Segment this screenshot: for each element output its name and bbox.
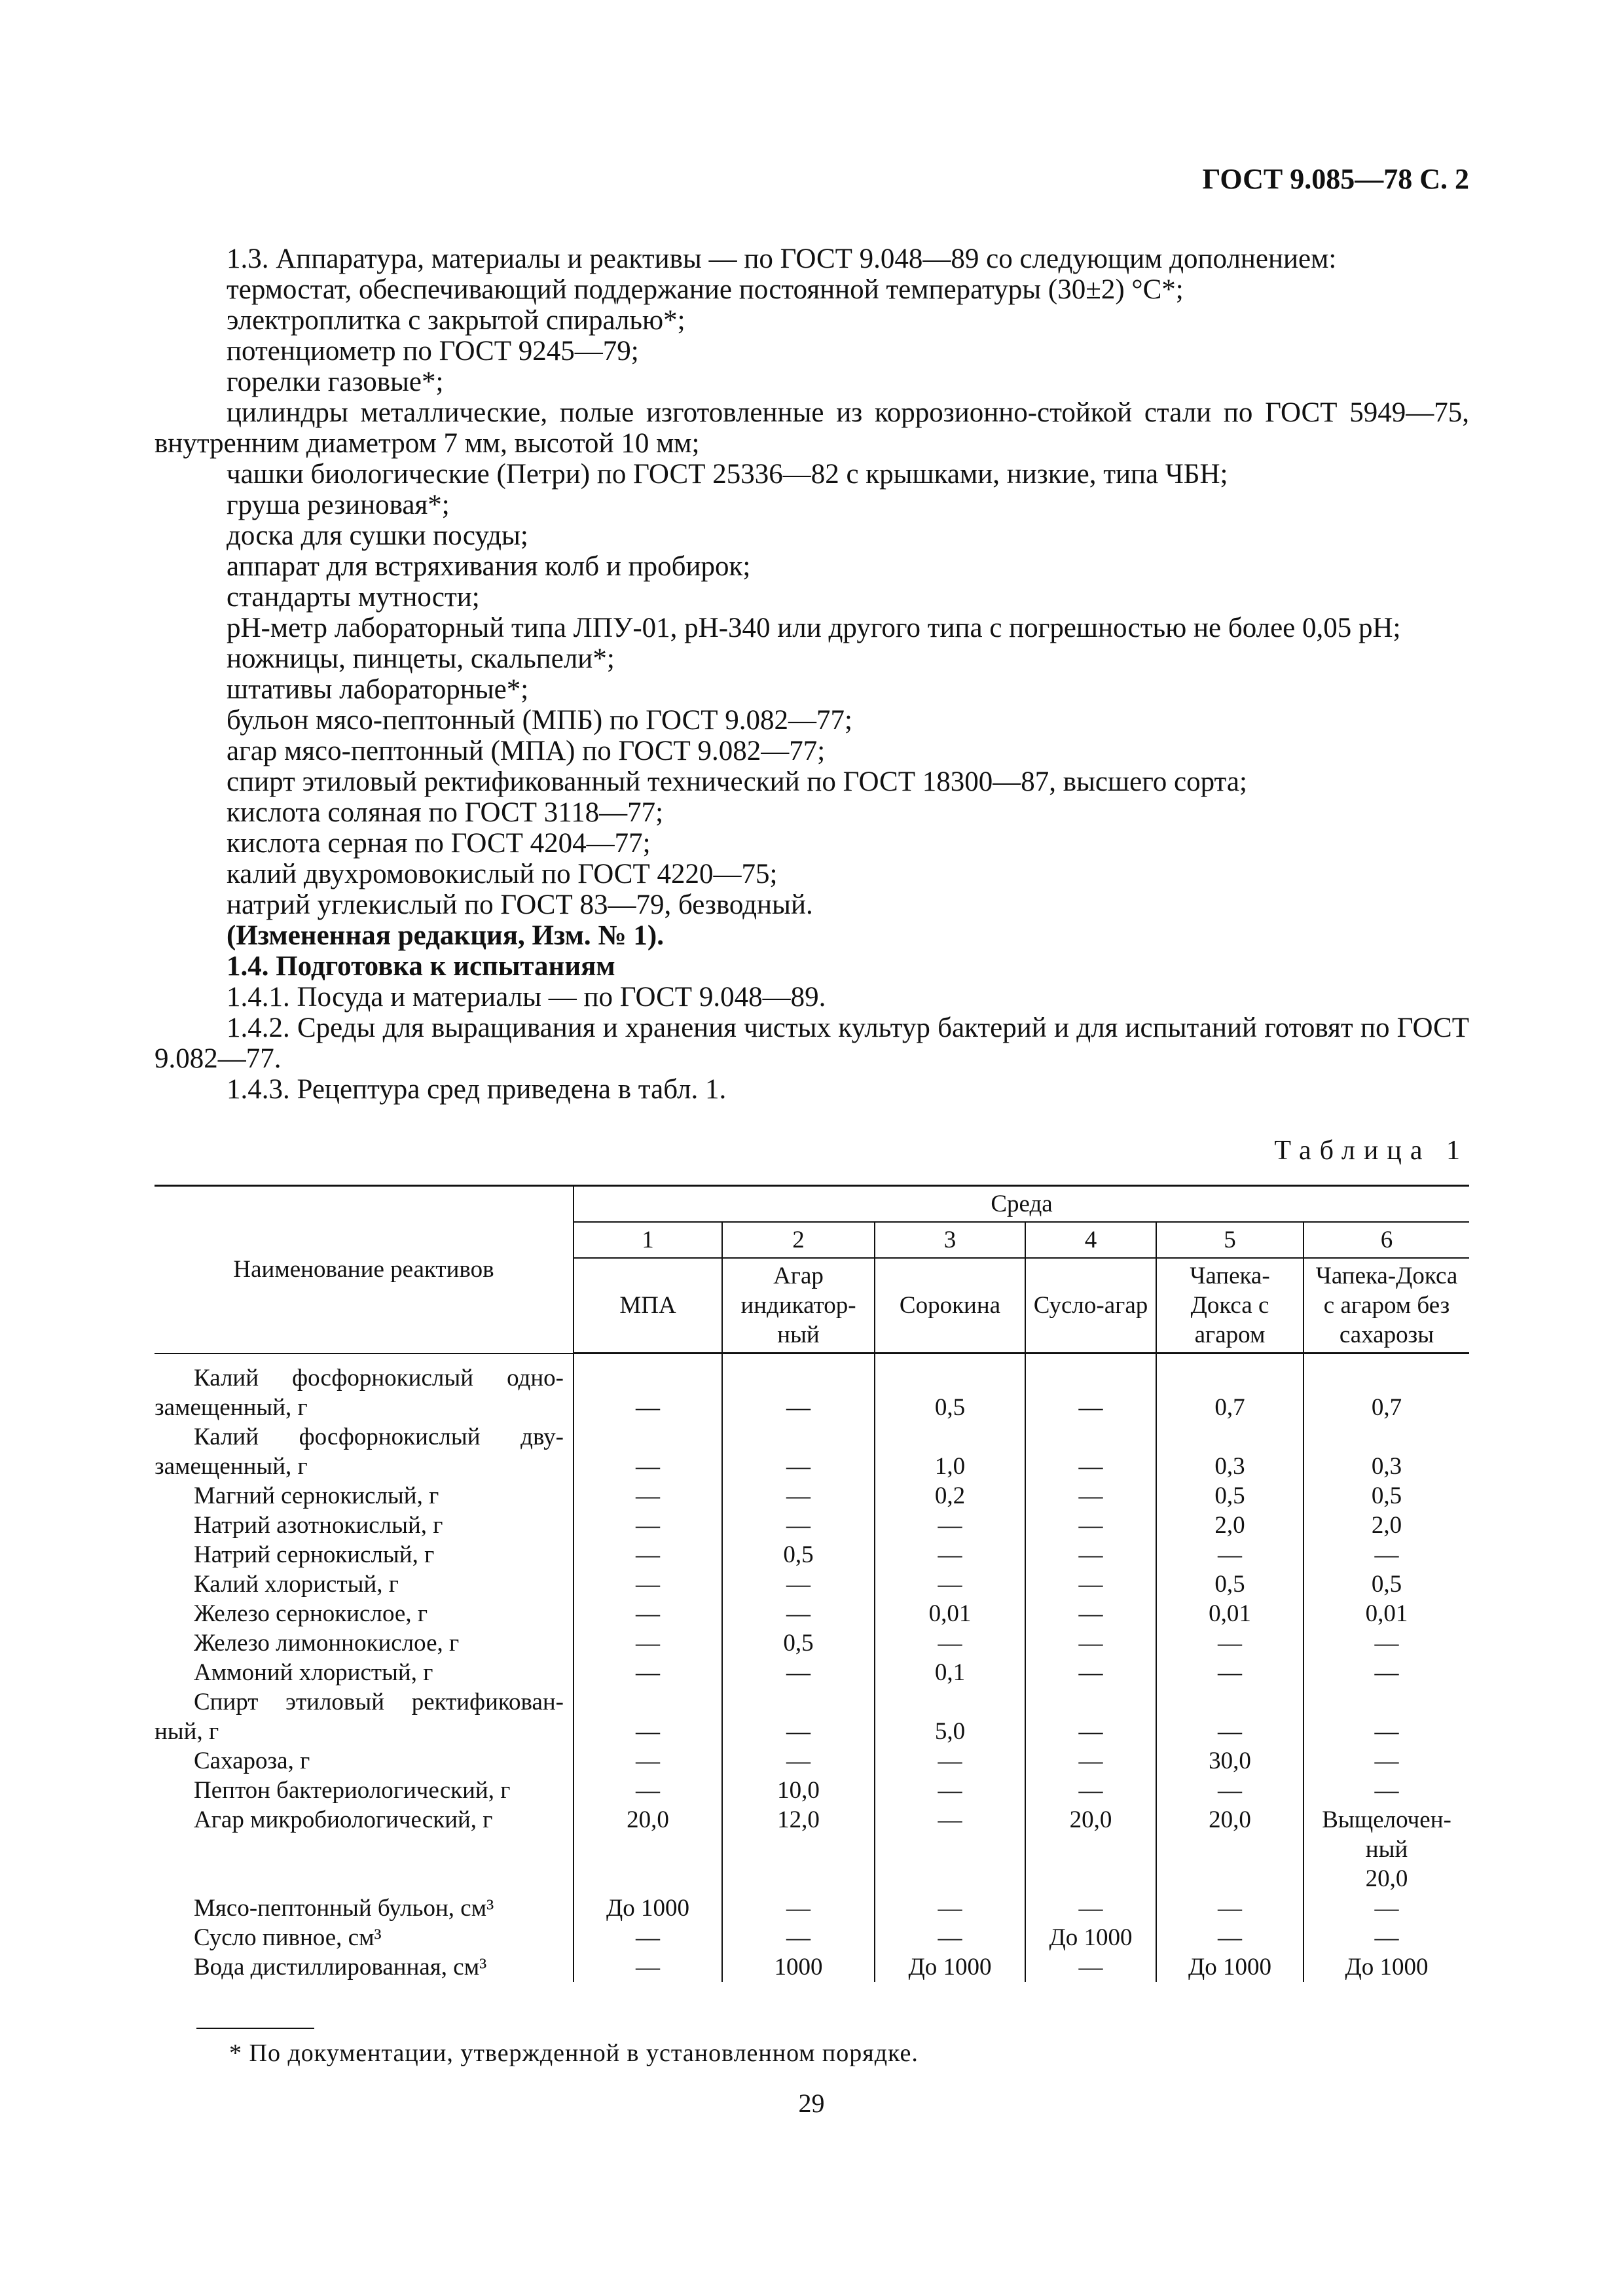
table-cell: До 1000 — [574, 1893, 722, 1923]
table-cell: 0,1 — [875, 1658, 1025, 1687]
table-cell: — — [722, 1923, 875, 1952]
column-number: 1 — [574, 1222, 722, 1258]
paragraph: рН-метр лабораторный типа ЛПУ-01, рН-340 или другого типа с погрешностью не более 0,05 рН; — [227, 613, 1401, 643]
table-cell: — — [875, 1746, 1025, 1776]
table-cell: 1,0 — [875, 1422, 1025, 1481]
table-cell: — — [1156, 1776, 1304, 1805]
table-cell: 12,0 — [722, 1805, 875, 1893]
paragraph: натрий углекислый по ГОСТ 83—79, безводный. — [227, 889, 813, 920]
table-cell: — — [574, 1628, 722, 1658]
table-cell: — — [1025, 1570, 1156, 1599]
amendment-note: (Измененная редакция, Изм. № 1). — [227, 920, 664, 951]
footnote: * По документации, утвержденной в установленном порядке. — [229, 2039, 919, 2067]
column-header: Чапека-Докса с агаром без сахарозы — [1304, 1258, 1469, 1354]
table-cell: — — [1156, 1687, 1304, 1746]
table-row — [155, 1628, 1469, 1658]
table-cell: — — [1304, 1893, 1469, 1923]
paragraph: 1.3. Аппаратура, материалы и реактивы — по ГОСТ 9.048—89 со следующим дополнением: — [227, 243, 1337, 274]
column-number: 6 — [1304, 1222, 1469, 1258]
table-cell: — — [722, 1687, 875, 1746]
table-cell: — — [1025, 1776, 1156, 1805]
table-row — [155, 1658, 1469, 1687]
reagent-name: Спирт этиловый ректификован-ный, г — [155, 1688, 564, 1745]
table-cell: 2,0 — [1304, 1511, 1469, 1540]
header-medium: Среда — [574, 1186, 1469, 1223]
table-cell: — — [1156, 1628, 1304, 1658]
table-row — [155, 1805, 1469, 1893]
table-cell: — — [722, 1658, 875, 1687]
table-row — [155, 1481, 1469, 1511]
column-header: Сорокина — [875, 1258, 1025, 1354]
body-text — [155, 243, 1469, 1105]
table-cell: До 1000 — [1304, 1952, 1469, 1982]
table-row — [155, 1923, 1469, 1952]
table-cell: — — [1025, 1540, 1156, 1570]
table-cell: До 1000 — [875, 1952, 1025, 1982]
table-cell: — — [1304, 1923, 1469, 1952]
table-cell: — — [1156, 1893, 1304, 1923]
table-cell: — — [1304, 1658, 1469, 1687]
table-cell: — — [875, 1776, 1025, 1805]
table-cell: 0,5 — [1156, 1570, 1304, 1599]
table-cell — [1304, 1805, 1469, 1893]
paragraph: 1.4.3. Рецептура сред приведена в табл. 1. — [227, 1074, 727, 1105]
table-row — [155, 1540, 1469, 1570]
column-header: Чапека-Докса с агаром — [1156, 1258, 1304, 1354]
reagent-name: Железо лимоннокислое, г — [194, 1629, 460, 1657]
table-cell: — — [574, 1776, 722, 1805]
table-cell: — — [722, 1511, 875, 1540]
reagent-name: Сусло пивное, см³ — [194, 1924, 382, 1951]
table-cell: — — [1304, 1746, 1469, 1776]
table-cell: 0,5 — [1304, 1481, 1469, 1511]
table-cell: — — [1025, 1658, 1156, 1687]
reagent-name: Калий хлористый, г — [194, 1570, 399, 1598]
table-cell: — — [875, 1893, 1025, 1923]
paragraph: спирт этиловый ректификованный технический по ГОСТ 18300—87, высшего сорта; — [227, 766, 1247, 797]
table-cell: — — [875, 1805, 1025, 1893]
reagent-name: Вода дистиллированная, см³ — [194, 1953, 487, 1981]
table-cell: — — [1025, 1893, 1156, 1923]
table-cell: 0,5 — [722, 1628, 875, 1658]
paragraph: кислота соляная по ГОСТ 3118—77; — [227, 797, 664, 828]
table-cell: — — [722, 1746, 875, 1776]
table-cell: 0,7 — [1156, 1354, 1304, 1422]
table-cell: 0,2 — [875, 1481, 1025, 1511]
table-cell: 0,5 — [722, 1540, 875, 1570]
column-number: 4 — [1025, 1222, 1156, 1258]
table-cell: — — [574, 1570, 722, 1599]
table-cell: — — [875, 1511, 1025, 1540]
paragraph: калий двухромовокислый по ГОСТ 4220—75; — [227, 859, 778, 889]
table-caption: Таблица 1 — [1274, 1136, 1468, 1166]
table-cell: 0,01 — [1156, 1599, 1304, 1628]
table-cell: — — [1025, 1628, 1156, 1658]
paragraph: горелки газовые*; — [227, 367, 444, 397]
table-cell: — — [722, 1893, 875, 1923]
column-number: 3 — [875, 1222, 1025, 1258]
column-number: 2 — [722, 1222, 875, 1258]
table-cell: — — [1156, 1540, 1304, 1570]
table-cell: 0,3 — [1156, 1422, 1304, 1481]
column-number: 5 — [1156, 1222, 1304, 1258]
paragraph: кислота серная по ГОСТ 4204—77; — [227, 828, 651, 859]
table-cell: — — [1156, 1923, 1304, 1952]
table-cell: 30,0 — [1156, 1746, 1304, 1776]
reagent-name: Калий фосфорнокислый одно-замещенный, г — [155, 1364, 564, 1421]
table-row — [155, 1599, 1469, 1628]
paragraph: штативы лабораторные*; — [227, 674, 529, 705]
table-row — [155, 1570, 1469, 1599]
paragraph: потенциометр по ГОСТ 9245—79; — [227, 336, 639, 367]
header-reagent-name: Наименование реактивов — [155, 1186, 574, 1354]
paragraph: доска для сушки посуды; — [227, 520, 528, 551]
reagent-name: Железо сернокислое, г — [194, 1600, 428, 1627]
table-cell: 0,3 — [1304, 1422, 1469, 1481]
table-cell: До 1000 — [1025, 1923, 1156, 1952]
table-cell: 5,0 — [875, 1687, 1025, 1746]
table-cell: 20,0 — [1156, 1805, 1304, 1893]
table-cell: 0,01 — [1304, 1599, 1469, 1628]
column-header: Агар индикатор-ный — [722, 1258, 875, 1354]
table-cell: — — [875, 1540, 1025, 1570]
table-cell: — — [574, 1354, 722, 1422]
reagent-name: Аммоний хлористый, г — [194, 1659, 433, 1686]
table-cell: 20,0 — [574, 1805, 722, 1893]
table-cell: 20,0 — [1025, 1805, 1156, 1893]
table-row — [155, 1952, 1469, 1982]
column-header: МПА — [574, 1258, 722, 1354]
table-cell: 0,7 — [1304, 1354, 1469, 1422]
reagent-name: Мясо-пептонный бульон, см³ — [194, 1894, 494, 1922]
paragraph: ножницы, пинцеты, скальпели*; — [227, 643, 615, 674]
table-cell: — — [722, 1570, 875, 1599]
column-header: Сусло-агар — [1025, 1258, 1156, 1354]
paragraph: 1.4.1. Посуда и материалы — по ГОСТ 9.048—89. — [227, 982, 826, 1013]
table-cell: 1000 — [722, 1952, 875, 1982]
table-cell: — — [1304, 1687, 1469, 1746]
table-row — [155, 1893, 1469, 1923]
table-cell: — — [574, 1658, 722, 1687]
table-cell: — — [1025, 1481, 1156, 1511]
table-row — [155, 1746, 1469, 1776]
table-cell: — — [574, 1511, 722, 1540]
table-cell: До 1000 — [1156, 1952, 1304, 1982]
paragraph: цилиндры металлические, полые изготовленные из коррозионно-стойкой стали по ГОСТ 5949—75, внутренним диаметром 7 мм, высотой 10 мм; — [155, 397, 1469, 459]
table-cell: — — [1025, 1687, 1156, 1746]
table-cell: — — [1025, 1422, 1156, 1481]
reagent-name: Магний сернокислый, г — [194, 1482, 439, 1509]
cell-line: 20,0 — [1365, 1865, 1408, 1892]
table-row — [155, 1354, 1469, 1422]
recipe-table — [155, 1185, 1469, 1982]
paragraph: термостат, обеспечивающий поддержание постоянной температуры (30±2) °С*; — [227, 274, 1184, 305]
table-cell: — — [574, 1540, 722, 1570]
table-cell: — — [1304, 1776, 1469, 1805]
table-cell: — — [574, 1422, 722, 1481]
paragraph: агар мясо-пептонный (МПА) по ГОСТ 9.082—77; — [227, 736, 826, 766]
table-cell: — — [1304, 1540, 1469, 1570]
reagent-name: Пептон бактериологический, г — [194, 1776, 511, 1804]
reagent-name: Натрий азотнокислый, г — [194, 1511, 443, 1539]
paragraph: стандарты мутности; — [227, 582, 480, 613]
paragraph: электроплитка с закрытой спиралью*; — [227, 305, 685, 336]
table-row — [155, 1422, 1469, 1481]
table-row — [155, 1776, 1469, 1805]
table-row — [155, 1687, 1469, 1746]
table-cell: — — [875, 1570, 1025, 1599]
table-cell: — — [574, 1952, 722, 1982]
page-header: ГОСТ 9.085—78 С. 2 — [1202, 163, 1469, 195]
table-cell: 0,5 — [1156, 1481, 1304, 1511]
paragraph: 1.4.2. Среды для выращивания и хранения чистых культур бактерий и для испытаний готовят по ГОСТ 9.082—77. — [155, 1013, 1469, 1074]
table-cell: — — [722, 1354, 875, 1422]
table-cell: — — [574, 1923, 722, 1952]
table-cell: — — [722, 1422, 875, 1481]
table-cell: 2,0 — [1156, 1511, 1304, 1540]
table-cell: 10,0 — [722, 1776, 875, 1805]
table-cell: — — [574, 1599, 722, 1628]
table-cell: — — [722, 1481, 875, 1511]
reagent-name: Сахароза, г — [194, 1747, 310, 1774]
table-cell: — — [875, 1628, 1025, 1658]
paragraph: аппарат для встряхивания колб и пробирок; — [227, 551, 751, 582]
table-cell: 0,5 — [875, 1354, 1025, 1422]
paragraph: чашки биологические (Петри) по ГОСТ 25336—82 с крышками, низкие, типа ЧБН; — [227, 459, 1228, 490]
table-cell: — — [1025, 1599, 1156, 1628]
table-cell: — — [574, 1746, 722, 1776]
table-cell: — — [722, 1599, 875, 1628]
table-cell: — — [574, 1687, 722, 1746]
table-cell: — — [574, 1481, 722, 1511]
table-cell: 0,01 — [875, 1599, 1025, 1628]
reagent-name: Агар микробиологический, г — [194, 1806, 493, 1833]
table-cell: — — [875, 1923, 1025, 1952]
cell-line: Выщелочен-ный — [1322, 1806, 1451, 1863]
table-cell: — — [1156, 1658, 1304, 1687]
table-cell: — — [1304, 1628, 1469, 1658]
page-number: 29 — [798, 2089, 825, 2118]
table-cell: — — [1025, 1952, 1156, 1982]
paragraph: груша резиновая*; — [227, 490, 450, 520]
table-cell: — — [1025, 1746, 1156, 1776]
table-cell: — — [1025, 1354, 1156, 1422]
reagent-name: Натрий сернокислый, г — [194, 1541, 435, 1568]
table-cell: — — [1025, 1511, 1156, 1540]
footnote-divider — [196, 2028, 314, 2029]
table-row — [155, 1511, 1469, 1540]
paragraph: бульон мясо-пептонный (МПБ) по ГОСТ 9.082—77; — [227, 705, 852, 736]
section-heading: 1.4. Подготовка к испытаниям — [227, 951, 615, 982]
table-cell: 0,5 — [1304, 1570, 1469, 1599]
reagent-name: Калий фосфорнокислый дву-замещенный, г — [155, 1423, 564, 1480]
